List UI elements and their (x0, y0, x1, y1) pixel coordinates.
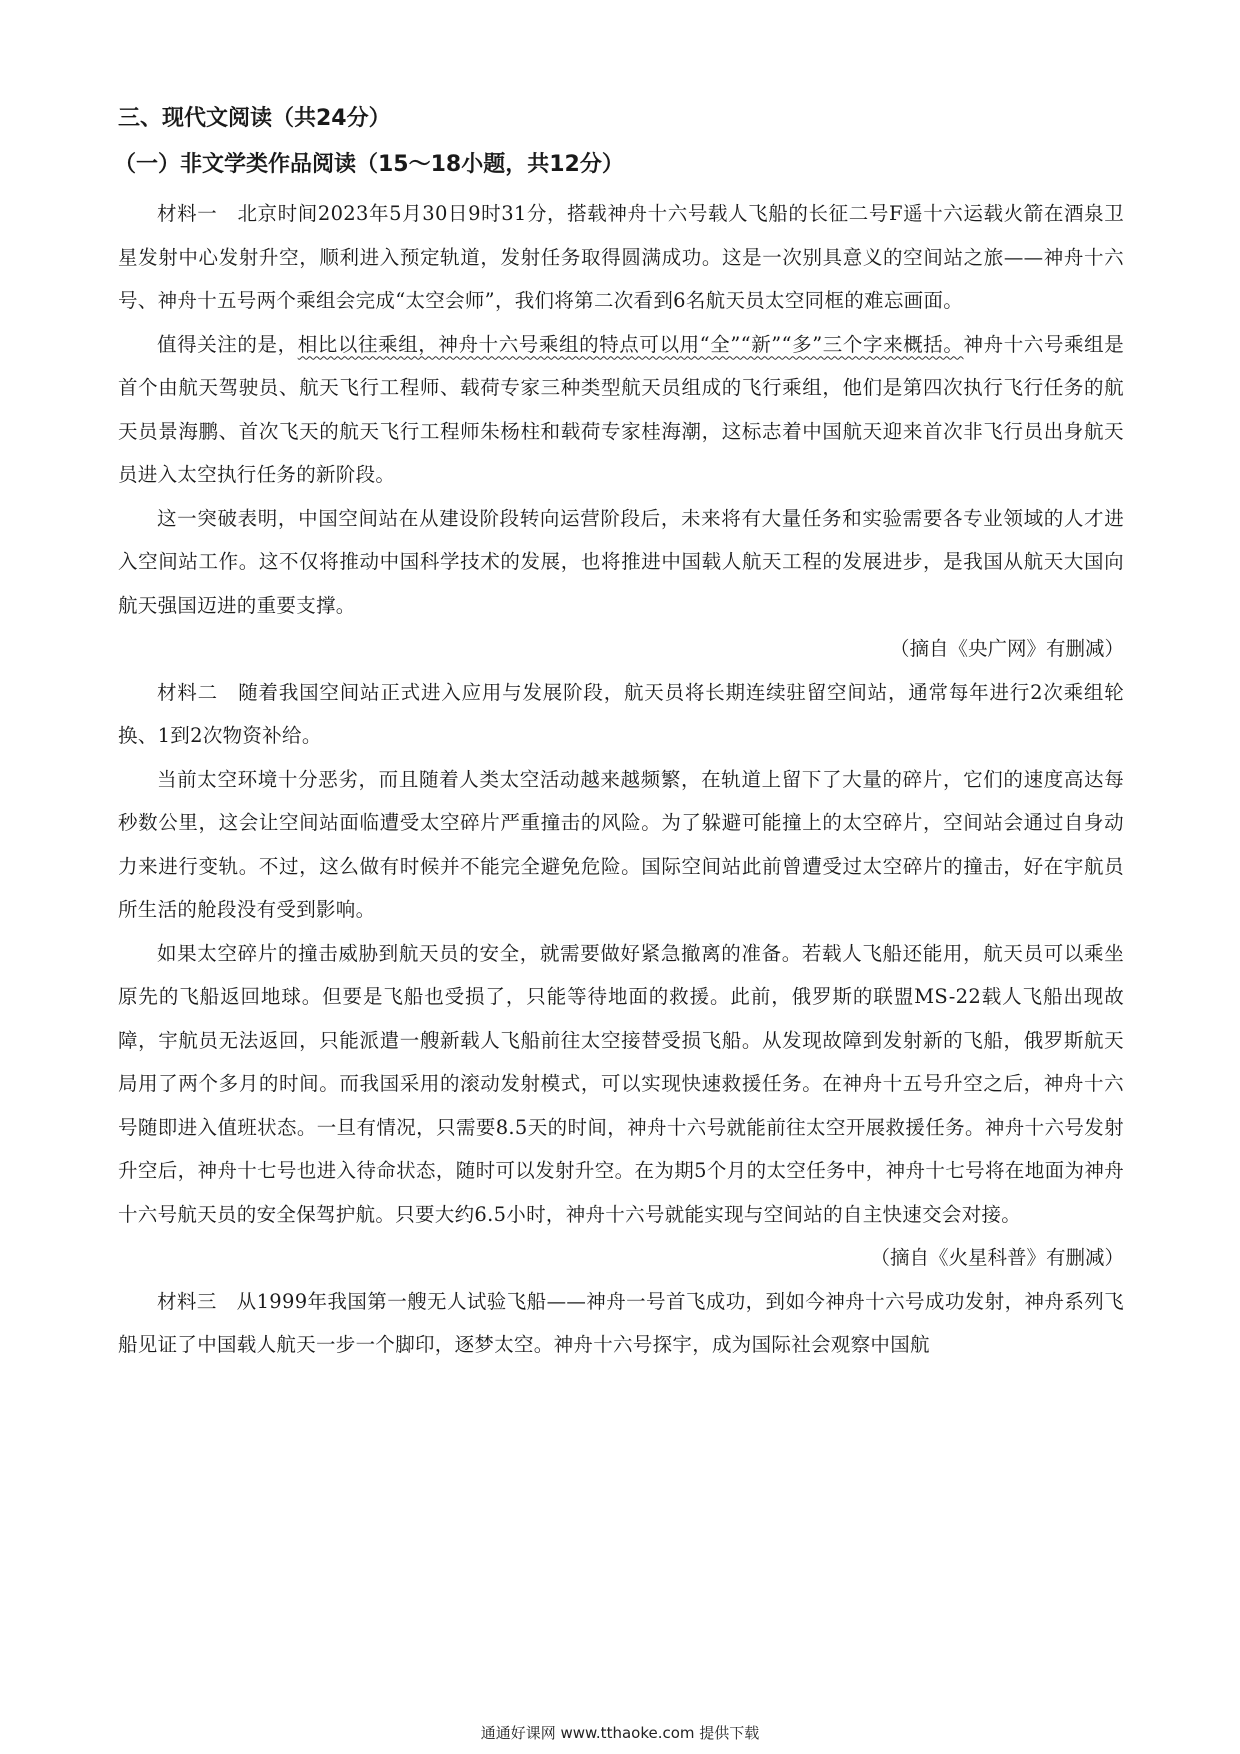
material1-source: （摘自《央广网》有删减） (889, 637, 1124, 660)
subsection-title: （一）非文学类作品阅读（15～18小题，共12分） (114, 152, 624, 177)
material1-paragraph3: 这一突破表明，中国空间站在从建设阶段转向运营阶段后，未来将有大量任务和实验需要各专业领域的人才进入空间站工作。这不仅将推动中国科学技术的发展，也将推进中国载人航天工程的发展进步，是我国从航天大国向航天强国迈进的重要支撑。 (118, 506, 1124, 617)
wavy-underlined-sentence: 相比以往乘组，神舟十六号乘组的特点可以用“全”“新”“多”三个字来概括。 (297, 332, 964, 356)
material1-paragraph2-rest: 神舟十六号乘组是首个由航天驾驶员、航天飞行工程师、载荷专家三种类型航天员组成的飞行乘组，他们是第四次执行飞行任务的航天员景海鹏、首次飞天的航天飞行工程师朱杨柱和载荷专家桂海潮，这标志着中国航天迎来首次非飞行员出身航天员进入太空执行任务的新阶段。 (118, 332, 1124, 486)
material3-paragraph1: 材料三 从1999年我国第一艘无人试验飞船——神舟一号首飞成功，到如今神舟十六号成功发射，神舟系列飞船见证了中国载人航天一步一个脚印，逐梦太空。神舟十六号探宇，成为国际社会观察中国航 (118, 1289, 1124, 1356)
material1-paragraph2-lead: 值得关注的是， (157, 332, 298, 356)
material2-source: （摘自《火星科普》有删减） (870, 1246, 1124, 1269)
material2-paragraph2: 当前太空环境十分恶劣，而且随着人类太空活动越来越频繁，在轨道上留下了大量的碎片，它们的速度高达每秒数公里，这会让空间站面临遭受太空碎片严重撞击的风险。为了躲避可能撞上的太空碎片，空间站会通过自身动力来进行变轨。不过，这么做有时候并不能完全避免危险。国际空间站此前曾遭受过太空碎片的撞击，好在宇航员所生活的舱段没有受到影响。 (118, 767, 1124, 921)
material2-paragraph3: 如果太空碎片的撞击威胁到航天员的安全，就需要做好紧急撤离的准备。若载人飞船还能用，航天员可以乘坐原先的飞船返回地球。但要是飞船也受损了，只能等待地面的救援。此前，俄罗斯的联盟MS-22载人飞船出现故障，宇航员无法返回，只能派遣一艘新载人飞船前往太空接替受损飞船。从发现故障到发射新的飞船，俄罗斯航天局用了两个多月的时间。而我国采用的滚动发射模式，可以实现快速救援任务。在神舟十五号升空之后，神舟十六号随即进入值班状态。一旦有情况，只需要8.5天的时间，神舟十六号就能前往太空开展救援任务。神舟十六号发射升空后，神舟十七号也进入待命状态，随时可以发射升空。在为期5个月的太空任务中，神舟十七号将在地面为神舟十六号航天员的安全保驾护航。只要大约6.5小时，神舟十六号就能实现与空间站的自主快速交会对接。 (118, 941, 1124, 1226)
material1-paragraph2 (118, 323, 1124, 497)
material1-paragraph1: 材料一 北京时间2023年5月30日9时31分，搭载神舟十六号载人飞船的长征二号F遥十六运载火箭在酒泉卫星发射中心发射升空，顺利进入预定轨道，发射任务取得圆满成功。这是一次别具意义的空间站之旅——神舟十六号、神舟十五号两个乘组会完成“太空会师”，我们将第二次看到6名航天员太空同框的难忘画面。 (118, 202, 1124, 312)
page-footer: 通通好课网 www.tthaoke.com 提供下载 (480, 1724, 760, 1742)
section-title: 三、现代文阅读（共24分） (118, 106, 391, 131)
material2-paragraph1: 材料二 随着我国空间站正式进入应用与发展阶段，航天员将长期连续驻留空间站，通常每年进行2次乘组轮换、1到2次物资补给。 (118, 680, 1124, 747)
document-page (114, 98, 1124, 1367)
